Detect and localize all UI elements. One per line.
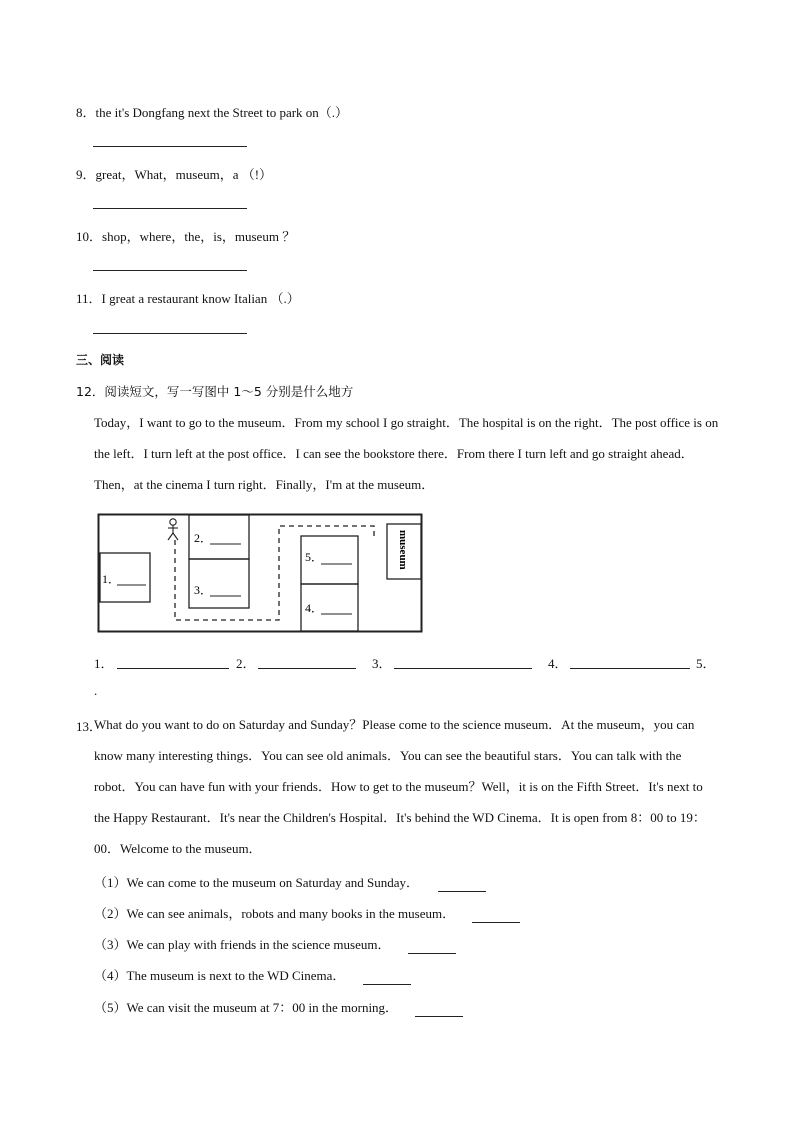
map-label-2: 2．	[194, 531, 213, 545]
map-border	[99, 515, 422, 632]
question-number: 9．	[76, 167, 96, 182]
statement-text: The museum is next to the WD Cinema．	[126, 968, 346, 983]
answer-blank-3	[372, 653, 392, 672]
question-text: I great a restaurant know Italian （.）	[101, 291, 300, 306]
reading-passage-12: Today，I want to go to the museum．From my school I go straight．The hospital is on the right．The post office is on the left．I turn left at the post office．I can see the bookstore there．From there I turn left and go straight ahead．Then，at the cinema I turn right．Finally，I'm at the museum．	[94, 415, 719, 492]
statement-text: We can visit the museum at 7：00 in the morning．	[126, 1000, 399, 1015]
statement-text: We can see animals，robots and many books in the museum．	[126, 906, 456, 921]
person-icon	[168, 519, 178, 540]
question-text: great，What，museum，a （!）	[95, 167, 273, 182]
statement-2	[94, 903, 520, 923]
statement-text: We can play with friends in the science museum．	[126, 937, 391, 952]
answer-blank-5	[696, 653, 716, 672]
answer-blank[interactable]	[408, 937, 456, 954]
answer-line-8[interactable]	[93, 146, 247, 147]
question-9	[76, 164, 272, 183]
statement-text: We can come to the museum on Saturday and Sunday．	[126, 875, 419, 890]
question-instruction: 阅读短文，写一写图中 1～5 分别是什么地方	[104, 384, 354, 399]
question-number: 10．	[76, 229, 103, 244]
map-label-5: 5．	[305, 550, 324, 564]
statement-number: （1）	[94, 875, 127, 890]
answer-line-12-1[interactable]	[117, 668, 229, 669]
statement-3	[94, 934, 456, 954]
question-text: shop，where，the，is，museum ？	[102, 229, 296, 244]
question-12	[76, 382, 353, 400]
question-number: 11．	[76, 291, 102, 306]
answer-label-5: 5．	[696, 656, 716, 671]
answer-blank[interactable]	[363, 968, 411, 985]
answer-blank-2	[236, 653, 256, 672]
statement-number: （2）	[94, 906, 127, 921]
answer-line-10[interactable]	[93, 270, 247, 271]
statement-number: （5）	[94, 1000, 127, 1015]
answer-label-3: 3．	[372, 656, 392, 671]
map-label-1: 1．	[102, 572, 121, 586]
question-text: the it's Dongfang next the Street to park on（.）	[95, 105, 349, 120]
answer-line-12-2[interactable]	[258, 668, 356, 669]
answer-line-9[interactable]	[93, 208, 247, 209]
answer-label-4: 4．	[548, 656, 568, 671]
question-11	[76, 288, 300, 307]
answer-blank-4	[548, 653, 568, 672]
statement-5	[94, 997, 463, 1017]
statement-number: （3）	[94, 937, 127, 952]
passage-text: What do you want to do on Saturday and Sunday？Please come to the science museum．At the museum，you can know many interesting things．You can see old animals．You can see the beautiful stars．You can talk with the robot．You can have fun with your friends．How to get to the museum？Well，it is on the Fifth Street．It's next to the Happy Restaurant．It's near the Children's Hospital．It's behind the WD Cinema．It is open from 8：00 to 19：00．Welcome to the museum．	[94, 717, 706, 856]
trailing-period: .	[94, 683, 98, 698]
route-map	[97, 512, 425, 634]
section-heading: 三、阅读	[76, 353, 125, 367]
answer-label-2: 2．	[236, 656, 256, 671]
map-label-3: 3．	[194, 583, 213, 597]
statement-1	[94, 872, 486, 892]
answer-line-11[interactable]	[93, 333, 247, 334]
statement-number: （4）	[94, 968, 127, 983]
answer-blank-1	[94, 653, 114, 672]
statement-4	[94, 965, 411, 985]
answer-label-1: 1．	[94, 656, 114, 671]
museum-label: museum	[397, 530, 409, 570]
answer-line-12-4[interactable]	[570, 668, 690, 669]
answer-blank[interactable]	[472, 906, 520, 923]
answer-blank[interactable]	[438, 875, 486, 892]
question-8	[76, 102, 348, 121]
answer-blank[interactable]	[415, 1000, 463, 1017]
question-number: 8．	[76, 105, 96, 120]
question-13-number: 13．	[76, 719, 103, 734]
question-10	[76, 226, 295, 245]
answer-line-12-3[interactable]	[394, 668, 532, 669]
question-number: 12．	[76, 384, 105, 399]
reading-passage-13	[94, 709, 720, 864]
map-label-4: 4．	[305, 601, 324, 615]
